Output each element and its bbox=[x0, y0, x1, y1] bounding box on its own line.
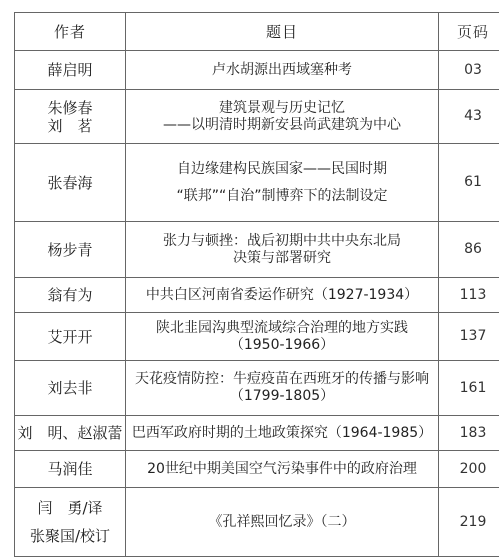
table-of-contents bbox=[14, 12, 499, 557]
page-number: 183 bbox=[439, 416, 499, 451]
article-title-continued: “联邦”“自治”制博弈下的法制设定 bbox=[130, 188, 434, 205]
author-name: 刘 明、赵淑蕾 bbox=[17, 424, 123, 442]
article-title: 陕北韭园沟典型流域综合治理的地方实践 bbox=[130, 320, 434, 337]
table-row bbox=[15, 451, 499, 488]
author-cell bbox=[15, 222, 126, 278]
article-title: 建筑景观与历史记忆 bbox=[130, 100, 434, 117]
table-row bbox=[15, 278, 499, 313]
author-cell bbox=[15, 278, 126, 313]
editor-name: 张聚国/校订 bbox=[19, 527, 121, 545]
article-title: 20世纪中期美国空气污染事件中的政府治理 bbox=[130, 461, 434, 478]
table-row bbox=[15, 144, 499, 222]
author-name: 张春海 bbox=[19, 174, 121, 192]
title-cell[interactable] bbox=[126, 488, 439, 557]
author-name: 翁有为 bbox=[19, 286, 121, 304]
page-number: 219 bbox=[439, 488, 499, 557]
article-title-continued: 决策与部署研究 bbox=[130, 250, 434, 267]
title-cell[interactable] bbox=[126, 51, 439, 90]
author-name: 刘去非 bbox=[19, 379, 121, 397]
title-cell[interactable] bbox=[126, 278, 439, 313]
title-cell[interactable] bbox=[126, 313, 439, 361]
page-number: 200 bbox=[439, 451, 499, 488]
page-number: 86 bbox=[439, 222, 499, 278]
page-column-header: 页码 bbox=[439, 13, 499, 51]
article-title: 《孔祥熙回忆录》（二） bbox=[130, 514, 434, 531]
author-cell bbox=[15, 313, 126, 361]
title-cell[interactable] bbox=[126, 222, 439, 278]
table-row bbox=[15, 361, 499, 416]
author-name: 薛启明 bbox=[19, 61, 121, 79]
article-title: 中共白区河南省委运作研究（1927-1934） bbox=[130, 287, 434, 304]
article-title-continued: （1799-1805） bbox=[130, 388, 434, 405]
table-row bbox=[15, 90, 499, 144]
article-title-continued: （1950-1966） bbox=[130, 337, 434, 354]
author-cell bbox=[15, 488, 126, 557]
table-row bbox=[15, 51, 499, 90]
page-number: 43 bbox=[439, 90, 499, 144]
author-cell bbox=[15, 90, 126, 144]
author-name: 刘 茗 bbox=[19, 117, 121, 135]
translator-name: 闫 勇/译 bbox=[19, 499, 121, 517]
table-row bbox=[15, 313, 499, 361]
author-column-header: 作者 bbox=[15, 13, 126, 51]
article-title: 自边缘建构民族国家——民国时期 bbox=[130, 161, 434, 178]
title-cell[interactable] bbox=[126, 416, 439, 451]
header-row bbox=[15, 13, 499, 51]
article-title: 巴西军政府时期的土地政策探究（1964-1985） bbox=[130, 425, 434, 442]
page-number: 61 bbox=[439, 144, 499, 222]
author-name: 马润佳 bbox=[19, 460, 121, 478]
page-number: 137 bbox=[439, 313, 499, 361]
article-title: 卢水胡源出西域塞种考 bbox=[130, 62, 434, 79]
author-cell bbox=[15, 361, 126, 416]
title-cell[interactable] bbox=[126, 90, 439, 144]
table-row bbox=[15, 416, 499, 451]
author-cell bbox=[15, 416, 126, 451]
author-name: 艾开开 bbox=[19, 328, 121, 346]
page-number: 03 bbox=[439, 51, 499, 90]
author-cell bbox=[15, 51, 126, 90]
title-column-header: 题目 bbox=[126, 13, 439, 51]
table-row bbox=[15, 488, 499, 557]
article-title: 张力与顿挫：战后初期中共中央东北局 bbox=[130, 233, 434, 250]
page-number: 161 bbox=[439, 361, 499, 416]
title-cell[interactable] bbox=[126, 451, 439, 488]
title-cell[interactable] bbox=[126, 144, 439, 222]
author-cell bbox=[15, 144, 126, 222]
title-cell[interactable] bbox=[126, 361, 439, 416]
page-number: 113 bbox=[439, 278, 499, 313]
author-name: 朱修春 bbox=[19, 99, 121, 117]
author-name: 杨步青 bbox=[19, 241, 121, 259]
article-title: 天花疫情防控：牛痘疫苗在西班牙的传播与影响 bbox=[130, 371, 434, 388]
table-row bbox=[15, 222, 499, 278]
article-subtitle: ——以明清时期新安县尚武建筑为中心 bbox=[130, 117, 434, 134]
author-cell bbox=[15, 451, 126, 488]
